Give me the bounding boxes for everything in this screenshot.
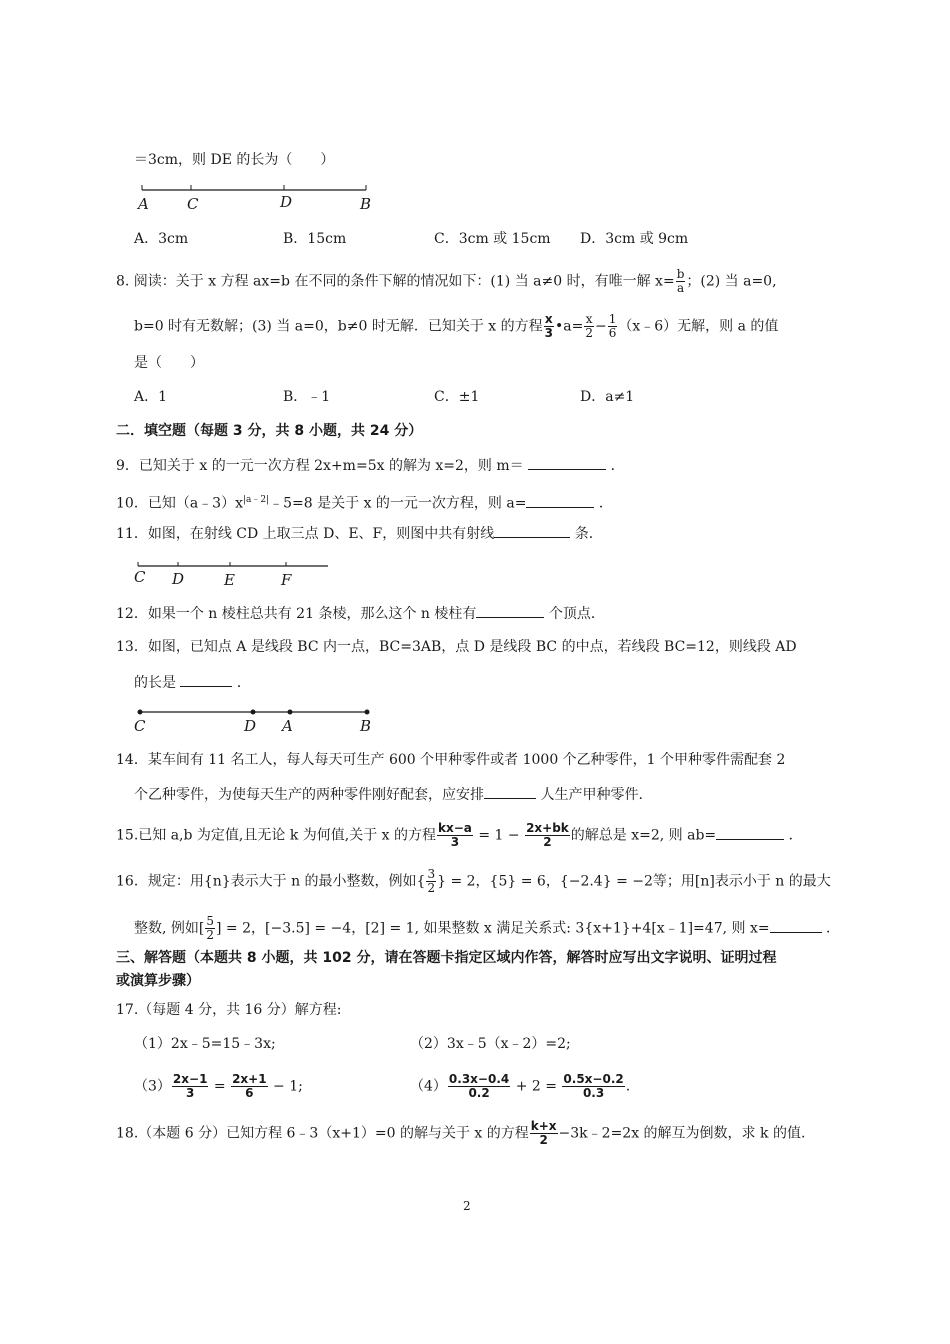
q11-answer-blank[interactable] — [494, 523, 570, 538]
q7-figure — [138, 183, 378, 213]
q8-frac-x-over-3: $\frac{x}{3}$ — [544, 312, 553, 340]
q8-option-d[interactable]: D．a≠1 — [580, 389, 635, 405]
q8-line2: b=0 时有无数解；(3) 当 a=0，b≠0 时无解．已知关于 x 的方程 $\frac{x}{3}$ •a= $\frac{x}{2}$ − $\frac{1}{6}$ （x﹣6）无解，则 a 的值 — [134, 312, 779, 340]
q16-answer-blank[interactable] — [770, 918, 822, 933]
q17-part1: （1）2x﹣5=15﹣3x; — [134, 1036, 276, 1052]
q16-frac-3-over-2: $\frac{3}{2}$ — [427, 867, 436, 895]
q7-text: ＝3cm，则 DE 的长为（ ） — [134, 152, 335, 168]
q8-line3: 是（ ） — [134, 355, 204, 371]
q7-option-c[interactable]: C．3cm 或 15cm — [434, 231, 551, 247]
q11: 11．如图，在射线 CD 上取三点 D、E、F，则图中共有射线 条． — [116, 523, 603, 544]
q13-line1: 13．如图，已知点 A 是线段 BC 内一点，BC=3AB，点 D 是线段 BC 的中点，若线段 BC=12，则线段 AD — [116, 639, 797, 655]
q8-option-c[interactable]: C．±1 — [434, 389, 480, 405]
q10-answer-blank[interactable] — [526, 493, 594, 508]
q12-answer-blank[interactable] — [476, 603, 544, 618]
q18-frac: $\frac{k+x}{2}$ — [530, 1119, 557, 1147]
q18: 18.（本题 6 分）已知方程 6﹣3（x+1）=0 的解与关于 x 的方程 $\frac{k+x}{2}$ −3k﹣2=2x 的解互为倒数，求 k 的值. — [116, 1119, 806, 1147]
q16-line2: 整数, 例如[ $\frac{5}{2}$ ] = 2，[−3.5] = −4，[2] = 1, 如果整数 x 满足关系式: 3{x+1}+4[x﹣1]=47, 则 x= ． — [134, 914, 841, 942]
q7-option-b[interactable]: B．15cm — [283, 231, 347, 247]
q7-label-b: B — [360, 195, 372, 213]
q15-answer-blank[interactable] — [716, 825, 784, 840]
q7-label-a: A — [138, 195, 149, 213]
q13-label-a: A — [282, 717, 293, 735]
q11-label-c: C — [134, 568, 146, 586]
page-number: 2 — [463, 1199, 471, 1213]
q15-frac2: $\frac{2x+bk}{2}$ — [526, 821, 569, 849]
q10: 10．已知$(a﹣3)x^{|a﹣2|}﹣5=8$ 是关于 x 的一元一次方程，则 a= ． — [116, 490, 613, 514]
q13-label-b: B — [360, 717, 372, 735]
q7-label-d: D — [280, 193, 293, 211]
q8-frac-b-over-a: $\frac{b}{a}$ — [676, 267, 685, 295]
q12: 12．如果一个 n 棱柱总共有 21 条棱，那么这个 n 棱柱有 个顶点． — [116, 603, 605, 624]
q13-label-d: D — [244, 717, 257, 735]
q17-part3-frac1: $\frac{2x-1}{3}$ — [172, 1072, 208, 1100]
q13-line2: 的长是 ． — [134, 672, 251, 693]
q7-option-a[interactable]: A．3cm — [134, 231, 189, 247]
q13-label-c: C — [134, 717, 146, 735]
q9: 9．已知关于 x 的一元一次方程 2x+m=5x 的解为 x=2，则 m＝ ． — [116, 455, 625, 476]
q11-label-f: F — [281, 571, 292, 589]
q8-line1a: 8. 阅读：关于 x 方程 ax=b 在不同的条件下解的情况如下：(1) 当 a≠0 时，有唯一解 x= — [116, 273, 675, 290]
section2-heading: 二．填空题（每题 3 分，共 8 小题，共 24 分） — [116, 423, 423, 439]
q8-line1 — [116, 268, 777, 295]
q9-answer-blank[interactable] — [528, 455, 606, 470]
q17-part3-frac2: $\frac{2x+1}{6}$ — [232, 1072, 267, 1100]
q13-figure — [134, 706, 384, 736]
q11-label-e: E — [224, 571, 235, 589]
q8-option-b[interactable]: B．﹣1 — [283, 389, 331, 405]
q14-answer-blank[interactable] — [484, 784, 536, 799]
q15: 15.已知 a,b 为定值,且无论 k 为何值,关于 x 的方程 $\frac{kx-a}{3}$ = 1 − $\frac{2x+bk}{2}$ 的解总是 x=2, 则 ab= ． — [116, 821, 803, 849]
q8-frac-1-over-6: $\frac{1}{6}$ — [608, 312, 617, 340]
q7-label-c: C — [187, 195, 199, 213]
q17-part4-frac1: $\frac{0.3x-0.4}{0.2}$ — [448, 1072, 510, 1100]
q17-part2: （2）3x﹣5（x﹣2）=2; — [410, 1036, 571, 1052]
section3-heading-line2: 或演算步骤） — [116, 973, 200, 989]
section3-heading-line1: 三、解答题（本题共 8 小题，共 102 分，请在答题卡指定区域内作答，解答时应写出文字说明、证明过程 — [116, 950, 777, 966]
q17-part3: （3） $\frac{2x-1}{3}$ = $\frac{2x+1}{6}$ − 1; — [134, 1072, 303, 1100]
q11-label-d: D — [172, 570, 185, 588]
q8-line1b: ；(2) 当 a=0, — [686, 273, 777, 290]
q16-frac-5-over-2: $\frac{5}{2}$ — [206, 914, 215, 942]
q13-answer-blank[interactable] — [180, 672, 232, 687]
q7-option-d[interactable]: D．3cm 或 9cm — [580, 231, 689, 247]
q17-part4: （4） $\frac{0.3x-0.4}{0.2}$ + 2 = $\frac{0.5x-0.2}{0.3}$ . — [410, 1072, 631, 1100]
q14-line2: 个乙种零件，为使每天生产的两种零件刚好配套，应安排 人生产甲种零件. — [134, 784, 643, 805]
q8-option-a[interactable]: A．1 — [134, 389, 168, 405]
q14-line1: 14．某车间有 11 名工人，每人每天可生产 600 个甲种零件或者 1000 个乙种零件，1 个甲种零件需配套 2 — [116, 752, 786, 768]
q8-frac-x-over-2: $\frac{x}{2}$ — [585, 312, 593, 340]
q17-part4-frac2: $\frac{0.5x-0.2}{0.3}$ — [563, 1072, 624, 1100]
q17-heading: 17.（每题 4 分，共 16 分）解方程: — [116, 1002, 342, 1018]
q16-line1: 16．规定：用{n}表示大于 n 的最小整数，例如{ $\frac{3}{2}$ } = 2，{5} = 6，{−2.4} = −2等；用[n]表示小于 n 的最大 — [116, 867, 831, 895]
q15-frac1: $\frac{kx-a}{3}$ — [438, 821, 472, 849]
q11-figure — [134, 560, 334, 590]
